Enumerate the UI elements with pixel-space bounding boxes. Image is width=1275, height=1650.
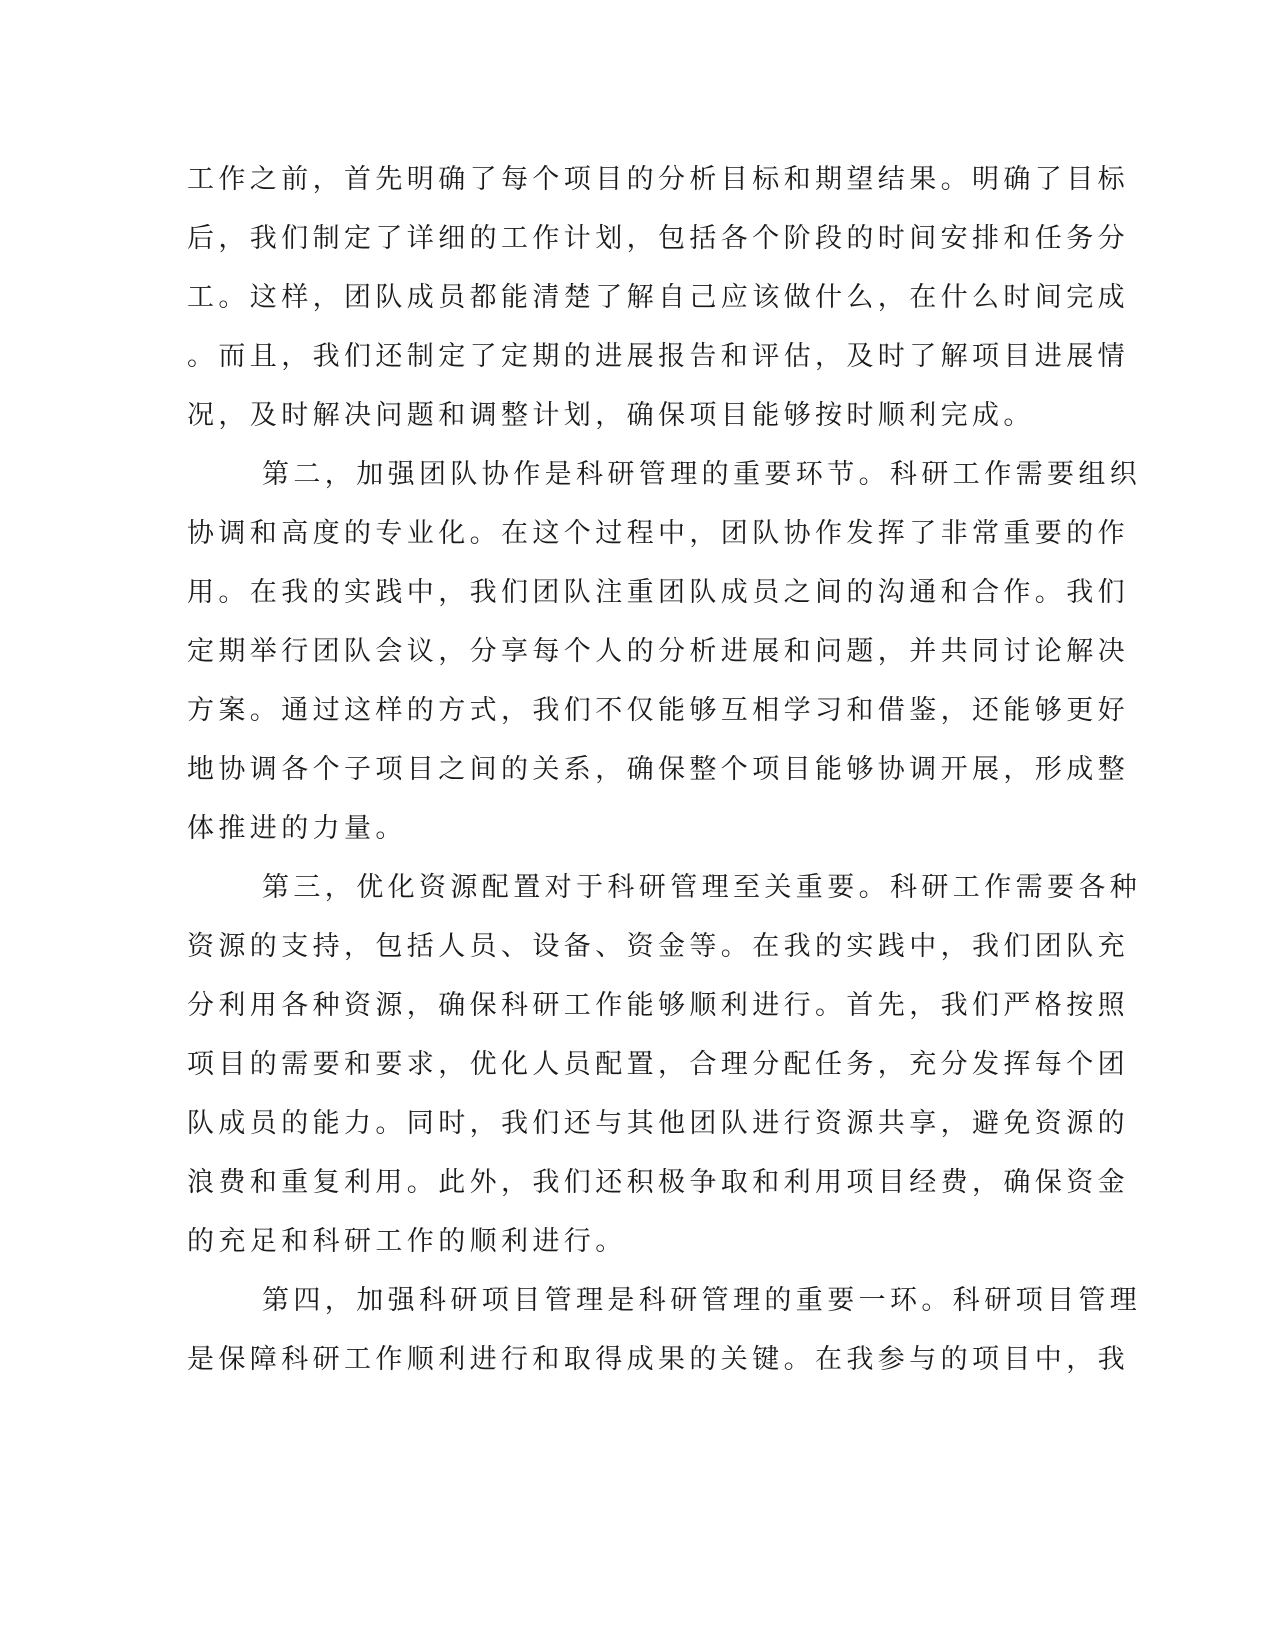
text-line: 况，及时解决问题和调整计划，确保项目能够按时顺利完成。 xyxy=(187,400,1035,431)
text-line: 第三，优化资源配置对于科研管理至关重要。科研工作需要各种 xyxy=(262,872,1142,903)
text-line: 工。这样，团队成员都能清楚了解自己应该做什么，在什么时间完成 xyxy=(187,282,1129,313)
text-line: 第四，加强科研项目管理是科研管理的重要一环。科研项目管理 xyxy=(262,1285,1142,1316)
text-line: 用。在我的实践中，我们团队注重团队成员之间的沟通和合作。我们 xyxy=(187,577,1129,608)
text-line: 队成员的能力。同时，我们还与其他团队进行资源共享，避免资源的 xyxy=(187,1108,1129,1139)
text-line: 协调和高度的专业化。在这个过程中，团队协作发挥了非常重要的作 xyxy=(187,518,1129,549)
text-line: 是保障科研工作顺利进行和取得成果的关键。在我参与的项目中，我 xyxy=(187,1344,1129,1375)
text-line: 分利用各种资源，确保科研工作能够顺利进行。首先，我们严格按照 xyxy=(187,990,1129,1021)
text-line: 工作之前，首先明确了每个项目的分析目标和期望结果。明确了目标 xyxy=(187,164,1129,195)
text-line: 浪费和重复利用。此外，我们还积极争取和利用项目经费，确保资金 xyxy=(187,1167,1129,1198)
text-line: 定期举行团队会议，分享每个人的分析进展和问题，并共同讨论解决 xyxy=(187,636,1129,667)
text-line: 的充足和科研工作的顺利进行。 xyxy=(187,1226,627,1257)
text-line: 项目的需要和要求，优化人员配置，合理分配任务，充分发挥每个团 xyxy=(187,1049,1129,1080)
text-line: 资源的支持，包括人员、设备、资金等。在我的实践中，我们团队充 xyxy=(187,931,1129,962)
text-line: 体推进的力量。 xyxy=(187,813,407,844)
text-line: 第二，加强团队协作是科研管理的重要环节。科研工作需要组织 xyxy=(262,459,1142,490)
text-line: 后，我们制定了详细的工作计划，包括各个阶段的时间安排和任务分 xyxy=(187,223,1129,254)
text-line: 方案。通过这样的方式，我们不仅能够互相学习和借鉴，还能够更好 xyxy=(187,695,1129,726)
text-line: 地协调各个子项目之间的关系，确保整个项目能够协调开展，形成整 xyxy=(187,754,1129,785)
text-line: 。而且，我们还制定了定期的进展报告和评估，及时了解项目进展情 xyxy=(187,341,1129,372)
